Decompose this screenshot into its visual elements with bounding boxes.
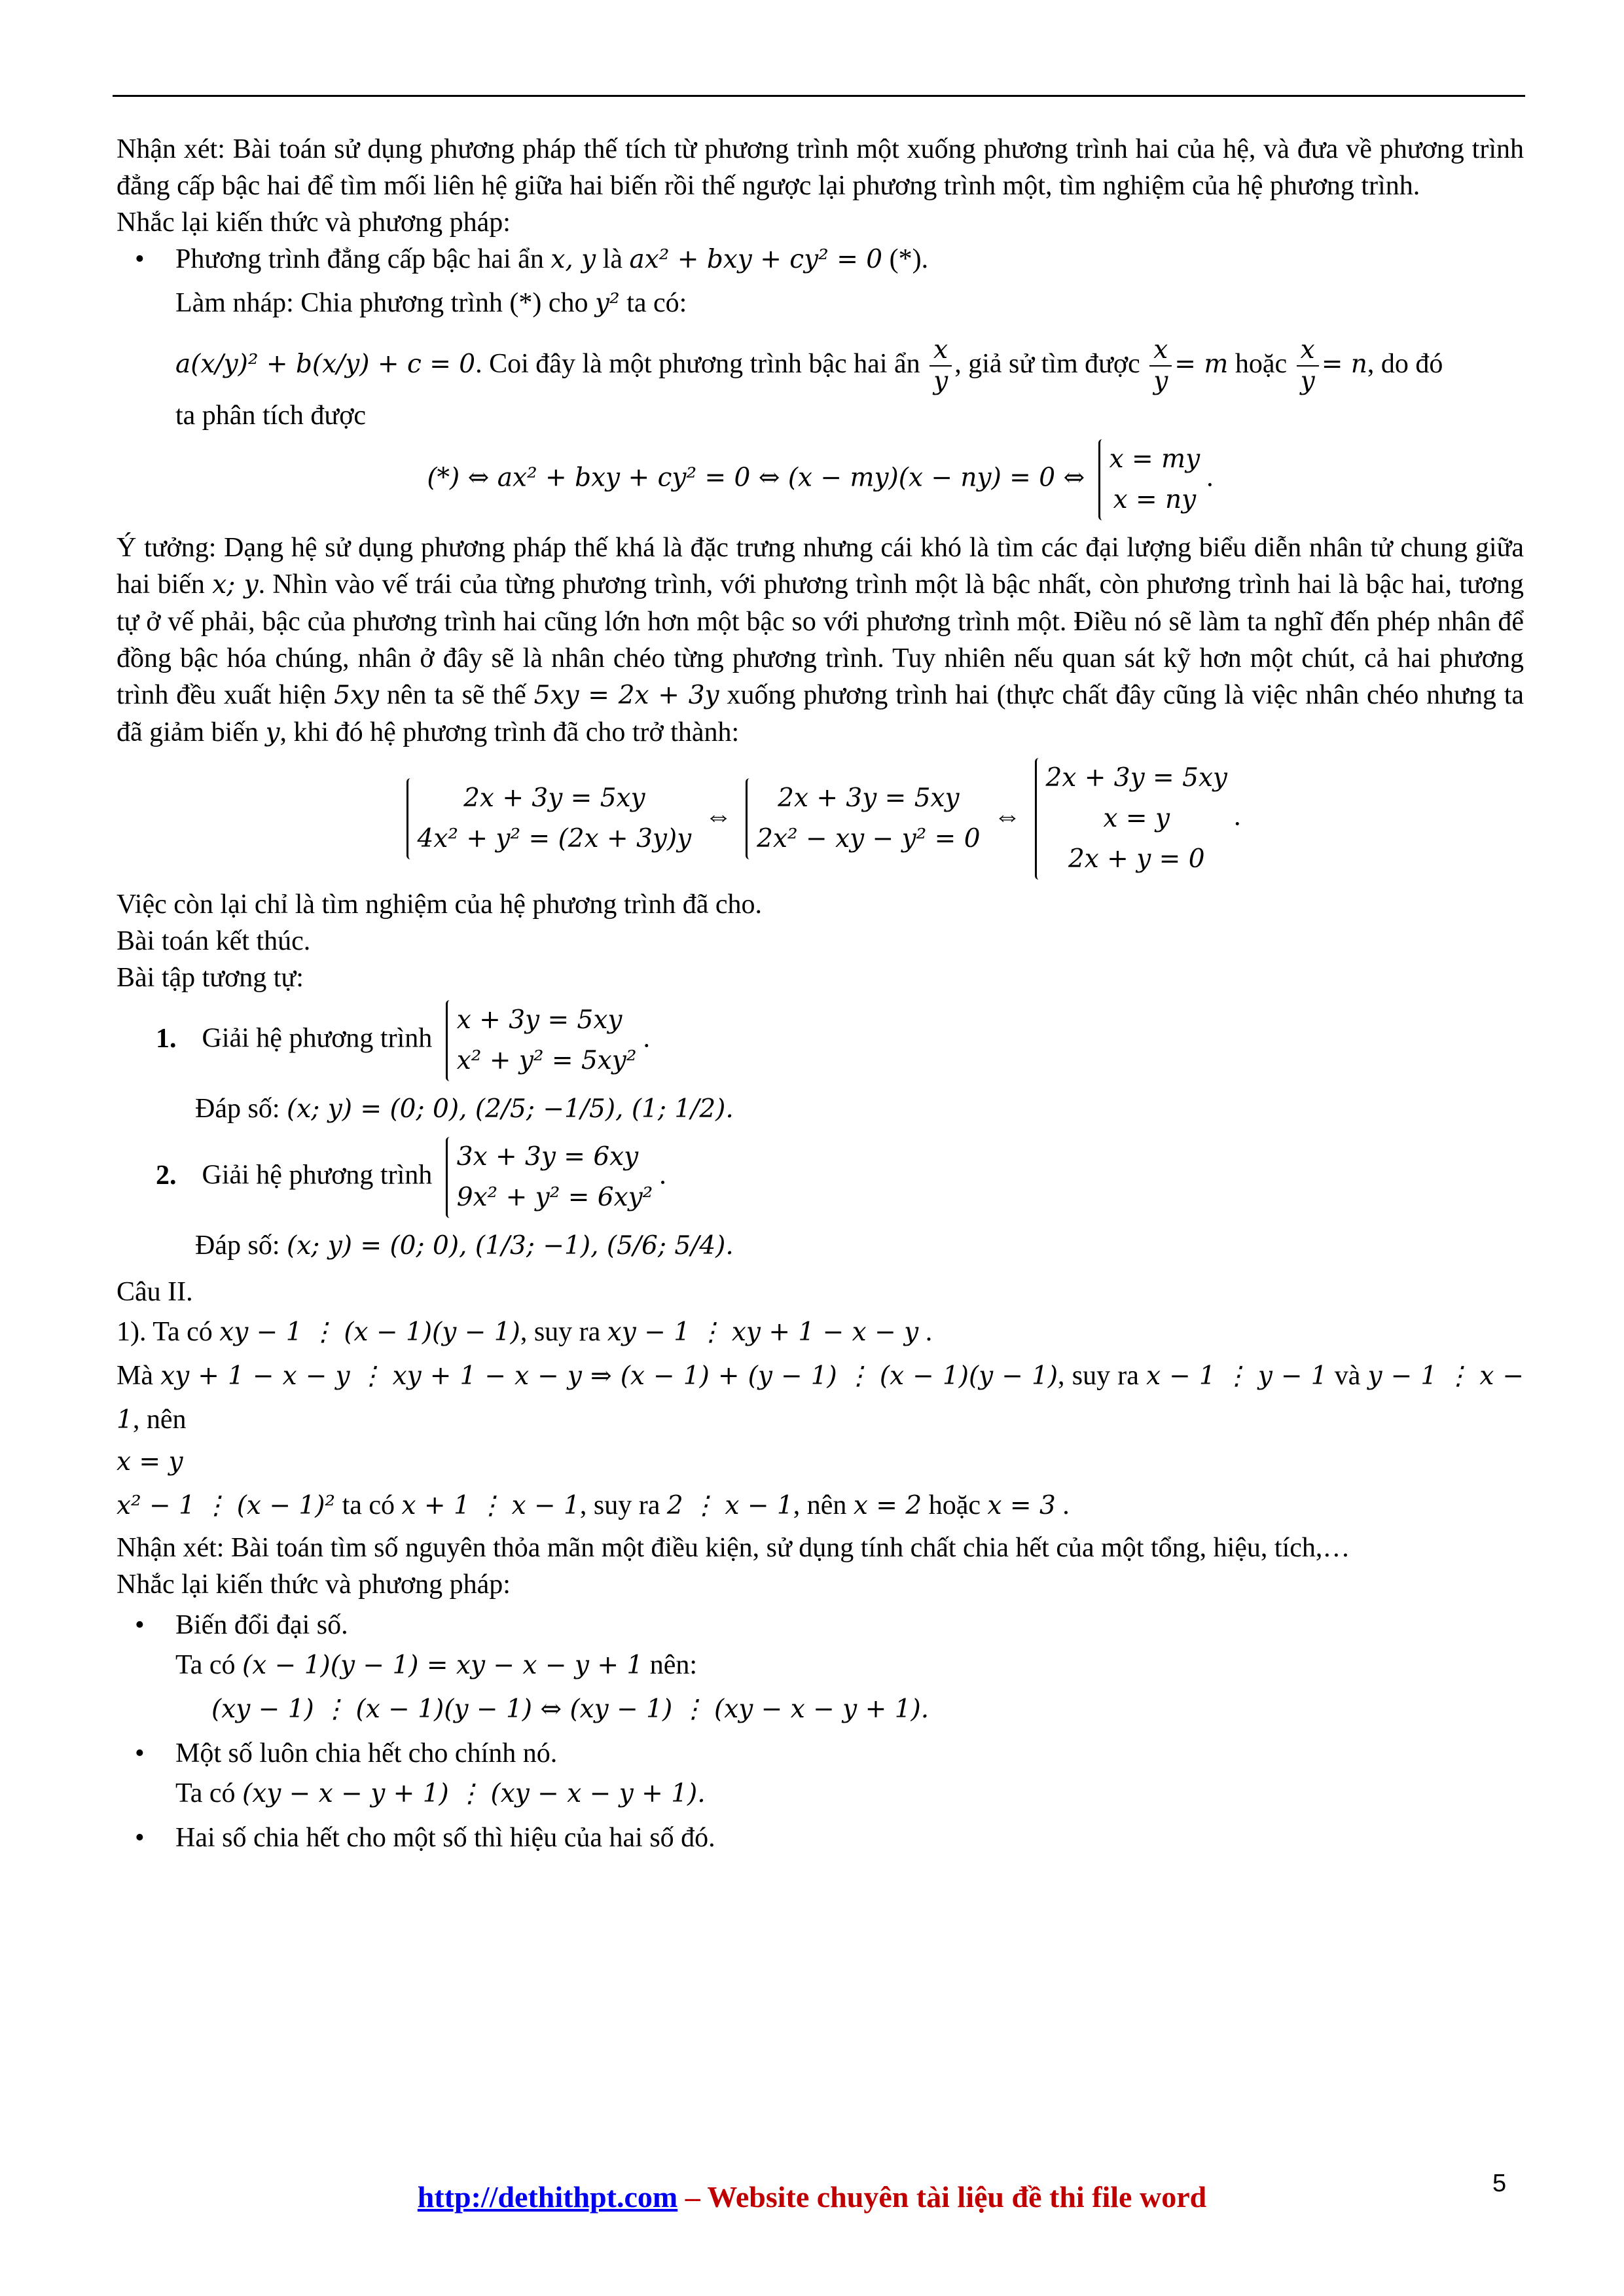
bullet-difference: • Hai số chia hết cho một số thì hiệu của hai số đó.: [117, 1820, 1524, 1856]
section-cau-ii: Câu II.: [117, 1277, 193, 1307]
bullet-icon: •: [135, 1738, 145, 1768]
bullet-icon: •: [135, 1610, 145, 1640]
exercise-1-system: x + 3y = 5xy x² + y² = 5xy²: [446, 1000, 637, 1081]
algebra-equivalence: (xy − 1) ⋮ (x − 1)(y − 1) ⇔ (xy − 1) ⋮ (xy − x − y + 1).: [211, 1695, 929, 1724]
exercise-1: 1. Giải hệ phương trình x + 3y = 5xy x² + y² = 5xy² .: [117, 1000, 1524, 1081]
bullet-homogeneous: • Phương trình đẳng cấp bậc hai ẩn x, y là ax² + bxy + cy² = 0 (*).: [117, 241, 1524, 278]
fraction-x-over-y: $\frac{x}{y}$: [1297, 335, 1319, 397]
system-original: 2x + 3y = 5xy 4x² + y² = (2x + 3y)y: [406, 778, 692, 859]
algebra-identity: Ta có (x − 1)(y − 1) = xy − x − y + 1 nên:: [175, 1650, 698, 1680]
cau2-line-3: x = y: [117, 1447, 183, 1477]
footer: [0, 2179, 1624, 2214]
bullet-self-divisible: • Một số luôn chia hết cho chính nó.: [117, 1735, 1524, 1772]
footer-text: Website chuyên tài liệu đề thi file word: [707, 2180, 1207, 2214]
page-number: 5: [1492, 2170, 1507, 2197]
problem-end: Bài toán kết thúc.: [117, 926, 311, 956]
system-factored: 2x + 3y = 5xy x = y 2x + y = 0: [1035, 758, 1227, 880]
exercise-1-answer: Đáp số: (x; y) = (0; 0), (2/5; −1/5), (1; 1/2).: [195, 1094, 734, 1124]
remark-2: Nhận xét: Bài toán tìm số nguyên thỏa mãn một điều kiện, sử dụng tính chất chia hết của một tổng, hiệu, tích,…: [117, 1533, 1350, 1563]
factor-line: ta phân tích được: [175, 401, 367, 431]
system-reduced: 2x + 3y = 5xy 2x² − xy − y² = 0: [746, 778, 980, 859]
page-content: [117, 131, 1524, 1856]
remaining-work: Việc còn lại chỉ là tìm nghiệm của hệ phương trình đã cho.: [117, 889, 762, 920]
ratio-equation: a(x/y)² + b(x/y) + c = 0: [175, 350, 476, 379]
cau2-line-2: Mà xy + 1 − x − y ⋮ xy + 1 − x − y ⇒ (x − 1) + (y − 1) ⋮ (x − 1)(y − 1), suy ra x − 1 ⋮ y − 1 và y − 1 ⋮ x − 1, nên: [117, 1361, 1525, 1435]
exercise-2-answer: Đáp số: (x; y) = (0; 0), (1/3; −1), (5/6; 5/4).: [195, 1230, 734, 1261]
solution-cases: x = my x = ny: [1098, 439, 1200, 520]
bullet-icon: •: [135, 1823, 145, 1853]
bullet-icon: •: [135, 244, 145, 274]
footer-separator: –: [677, 2180, 708, 2214]
draft-line: Làm nháp: Chia phương trình (*) cho y² ta có:: [175, 288, 687, 318]
footer-link[interactable]: http://dethithpt.com: [417, 2180, 678, 2214]
recall-heading: Nhắc lại kiến thức và phương pháp:: [117, 207, 511, 238]
cau2-line-4: x² − 1 ⋮ (x − 1)² ta có x + 1 ⋮ x − 1, suy ra 2 ⋮ x − 1, nên x = 2 hoặc x = 3 .: [117, 1490, 1070, 1520]
bullet-algebra: • Biến đổi đại số.: [117, 1607, 1524, 1643]
header-rule: [113, 95, 1525, 97]
system-transform: 2x + 3y = 5xy 4x² + y² = (2x + 3y)y ⇔ 2x + 3y = 5xy 2x² − xy − y² = 0 ⇔ 2x + 3y = 5xy x = y 2x + y = 0 .: [117, 758, 1524, 880]
idea-paragraph: Ý tưởng: Dạng hệ sử dụng phương pháp thế khá là đặc trưng nhưng cái khó là tìm các đại lượng biểu diễn nhân tử chung giữa hai biến x; y. Nhìn vào vế trái của từng phương trình, với phương trình một là bậc nhất, còn phương trình hai là bậc hai, tương tự ở vế phải, bậc của phương trình hai cũng lớn hơn một bậc so với phương trình một. Điều nó sẽ làm ta nghĩ đến phép nhân để đồng bậc hóa chúng, nhân ở đây sẽ là nhân chéo từng phương trình. Tuy nhiên nếu quan sát kỹ hơn một chút, cả hai phương trình đều xuất hiện 5xy nên ta sẽ thế 5xy = 2x + 3y xuống phương trình hai (thực chất đây cũng là việc nhân chéo nhưng ta đã giảm biến y, khi đó hệ phương trình đã cho trở thành:: [117, 533, 1525, 747]
exercise-2-system: 3x + 3y = 6xy 9x² + y² = 6xy²: [446, 1137, 653, 1218]
remark-paragraph: Nhận xét: Bài toán sử dụng phương pháp thế tích từ phương trình một xuống phương trình hai của hệ, và đưa về phương trình đẳng cấp bậc hai để tìm mối liên hệ giữa hai biến rồi thế ngược lại phương trình một, tìm nghiệm của hệ phương trình.: [117, 134, 1524, 201]
fraction-x-over-y: $\frac{x}{y}$: [929, 335, 952, 397]
self-divisible-example: Ta có (xy − x − y + 1) ⋮ (xy − x − y + 1).: [175, 1778, 706, 1808]
quadratic-ratio-line: a(x/y)² + b(x/y) + c = 0. Coi đây là một phương trình bậc hai ẩn $\frac{x}{y}$ , giả sử tìm được $\frac{x}{y}$ = m hoặc $\frac{x}{y}$ = n, do đó: [175, 335, 1443, 397]
exercise-2: 2. Giải hệ phương trình 3x + 3y = 6xy 9x² + y² = 6xy² .: [117, 1137, 1524, 1218]
exercises-heading: Bài tập tương tự:: [117, 963, 304, 993]
factor-equation: (*) ⇔ ax² + bxy + cy² = 0 ⇔ (x − my)(x − ny) = 0 ⇔ x = my x = ny .: [117, 439, 1524, 520]
cau2-line-1: 1). Ta có xy − 1 ⋮ (x − 1)(y − 1), suy ra xy − 1 ⋮ xy + 1 − x − y .: [117, 1317, 933, 1347]
fraction-x-over-y: $\frac{x}{y}$: [1149, 335, 1172, 397]
recall-heading-2: Nhắc lại kiến thức và phương pháp:: [117, 1570, 511, 1600]
